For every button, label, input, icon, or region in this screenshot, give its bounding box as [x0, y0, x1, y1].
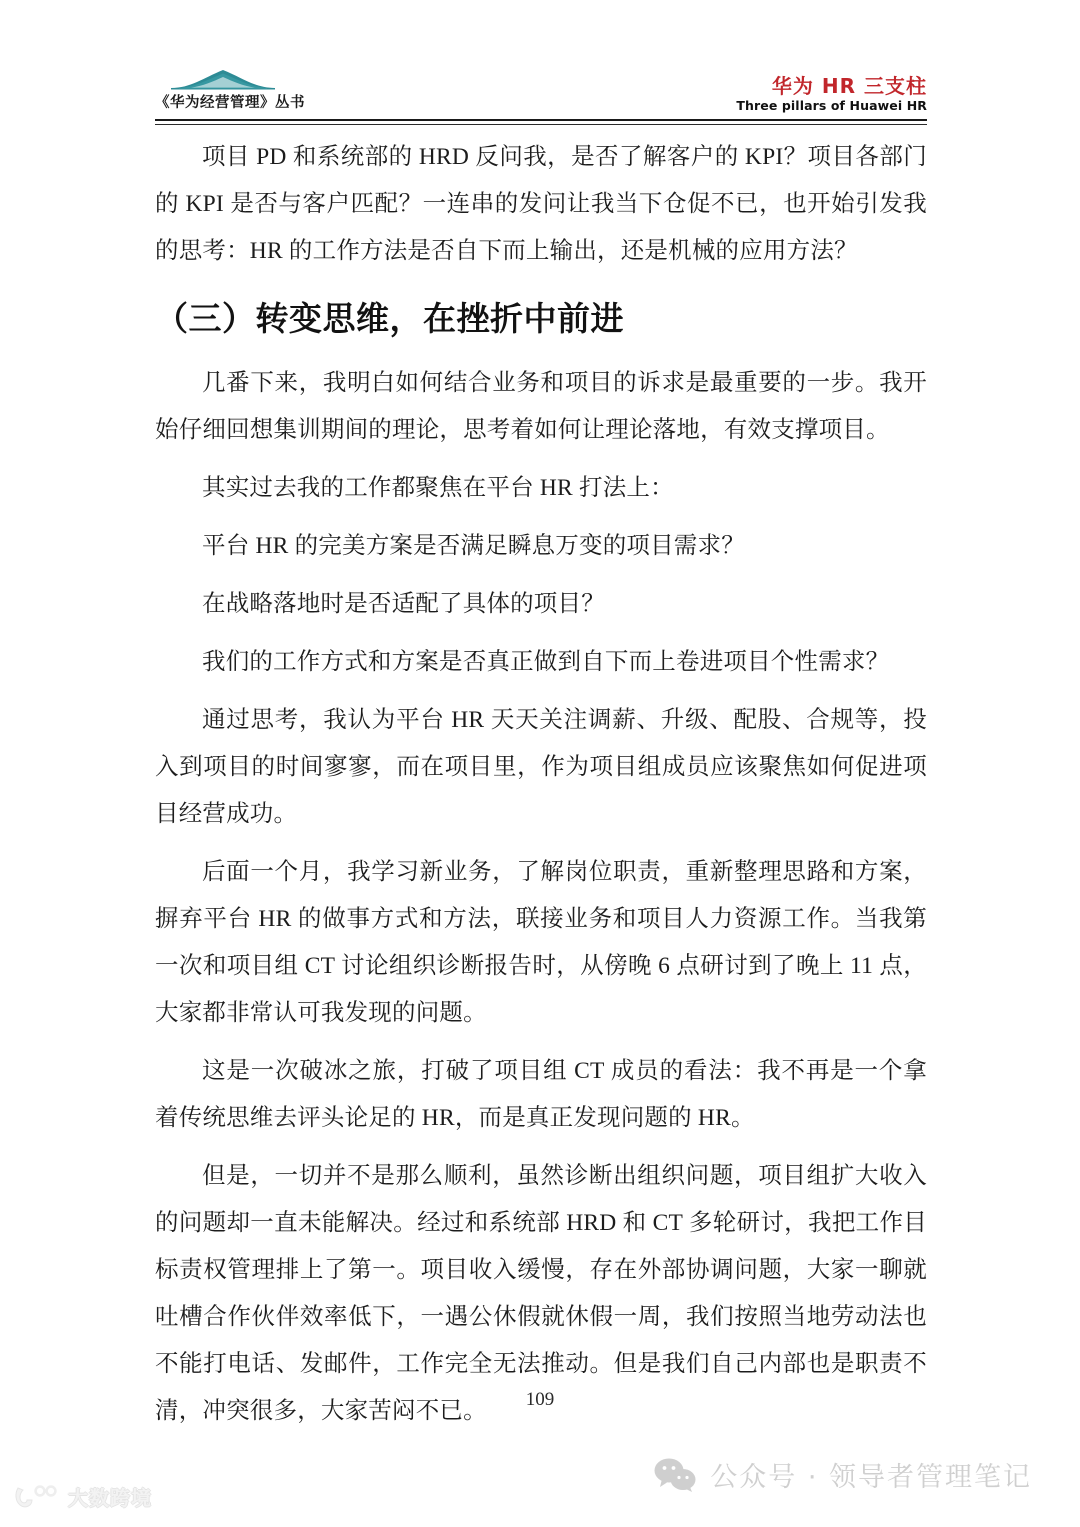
brand-title-en: Three pillars of Huawei HR [736, 98, 927, 114]
paragraph-8: 后面一个月，我学习新业务，了解岗位职责，重新整理思路和方案，摒弃平台 HR 的做事方式和方法，联接业务和项目人力资源工作。当我第一次和项目组 CT 讨论组织诊断报告时，从傍晚 6 点研讨到了晚上 11 点，大家都非常认可我发现的问题。 [155, 858, 927, 1026]
header-rule-thick [155, 119, 927, 121]
dashu-logo-icon [14, 1484, 60, 1510]
corner-watermark [14, 1482, 152, 1511]
paragraph-2: 几番下来，我明白如何结合业务和项目的诉求是最重要的一步。我开始仔细回想集训期间的理论，思考着如何让理论落地，有效支撑项目。 [155, 369, 927, 443]
brand-title-cn: 华为 HR 三支柱 [771, 74, 927, 99]
paragraph-3: 其实过去我的工作都聚焦在平台 HR 打法上： [202, 474, 674, 501]
paragraph-7: 通过思考，我认为平台 HR 天天关注调薪、升级、配股、合规等，投入到项目的时间寥寥，而在项目里，作为项目组成员应该聚焦如何促进项目经营成功。 [155, 706, 927, 827]
header-rule-thin [155, 124, 927, 125]
wechat-footer-label: 公众号 · 领导者管理笔记 [710, 1462, 1032, 1493]
paragraph-6: 我们的工作方式和方案是否真正做到自下而上卷进项目个性需求？ [202, 648, 890, 675]
paragraph-1: 项目 PD 和系统部的 HRD 反问我，是否了解客户的 KPI？项目各部门的 KPI 是否与客户匹配？一连串的发问让我当下仓促不已，也开始引发我的思考：HR 的工作方法是否自下而上输出，还是机械的应用方法？ [155, 144, 927, 264]
header-right-block [736, 75, 927, 113]
paragraph-9: 这是一次破冰之旅，打破了项目组 CT 成员的看法：我不再是一个拿着传统思维去评头论足的 HR，而是真正发现问题的 HR。 [155, 1057, 927, 1131]
page-number: 109 [525, 1389, 555, 1410]
page-header [155, 56, 927, 118]
section-heading: （三）转变思维，在挫折中前进 [155, 299, 624, 338]
paragraph-10: 但是，一切并不是那么顺利，虽然诊断出组织问题，项目组扩大收入的问题却一直未能解决。经过和系统部 HRD 和 CT 多轮研讨，我把工作目标责权管理排上了第一。项目收入缓慢，存在外部协调问题，大家一聊就吐槽合作伙伴效率低下，一遇公休假就休假一周，我们按照当地劳动法也不能打电话、发邮件，工作完全无法推动。但是我们自己内部也是职责不清，冲突很多，大家苦闷不已。 [155, 1162, 927, 1424]
mountain-wave-logo-icon [169, 68, 277, 90]
wechat-icon [654, 1458, 696, 1492]
corner-watermark-label: 大数跨境 [68, 1486, 152, 1510]
series-title: 《华为经营管理》丛书 [155, 95, 305, 111]
wechat-footer-watermark [654, 1455, 1032, 1494]
header-left-block [155, 68, 305, 112]
paragraph-4: 平台 HR 的完美方案是否满足瞬息万变的项目需求？ [202, 532, 745, 559]
page-content [155, 134, 927, 1446]
paragraph-5: 在战略落地时是否适配了具体的项目？ [202, 590, 605, 617]
